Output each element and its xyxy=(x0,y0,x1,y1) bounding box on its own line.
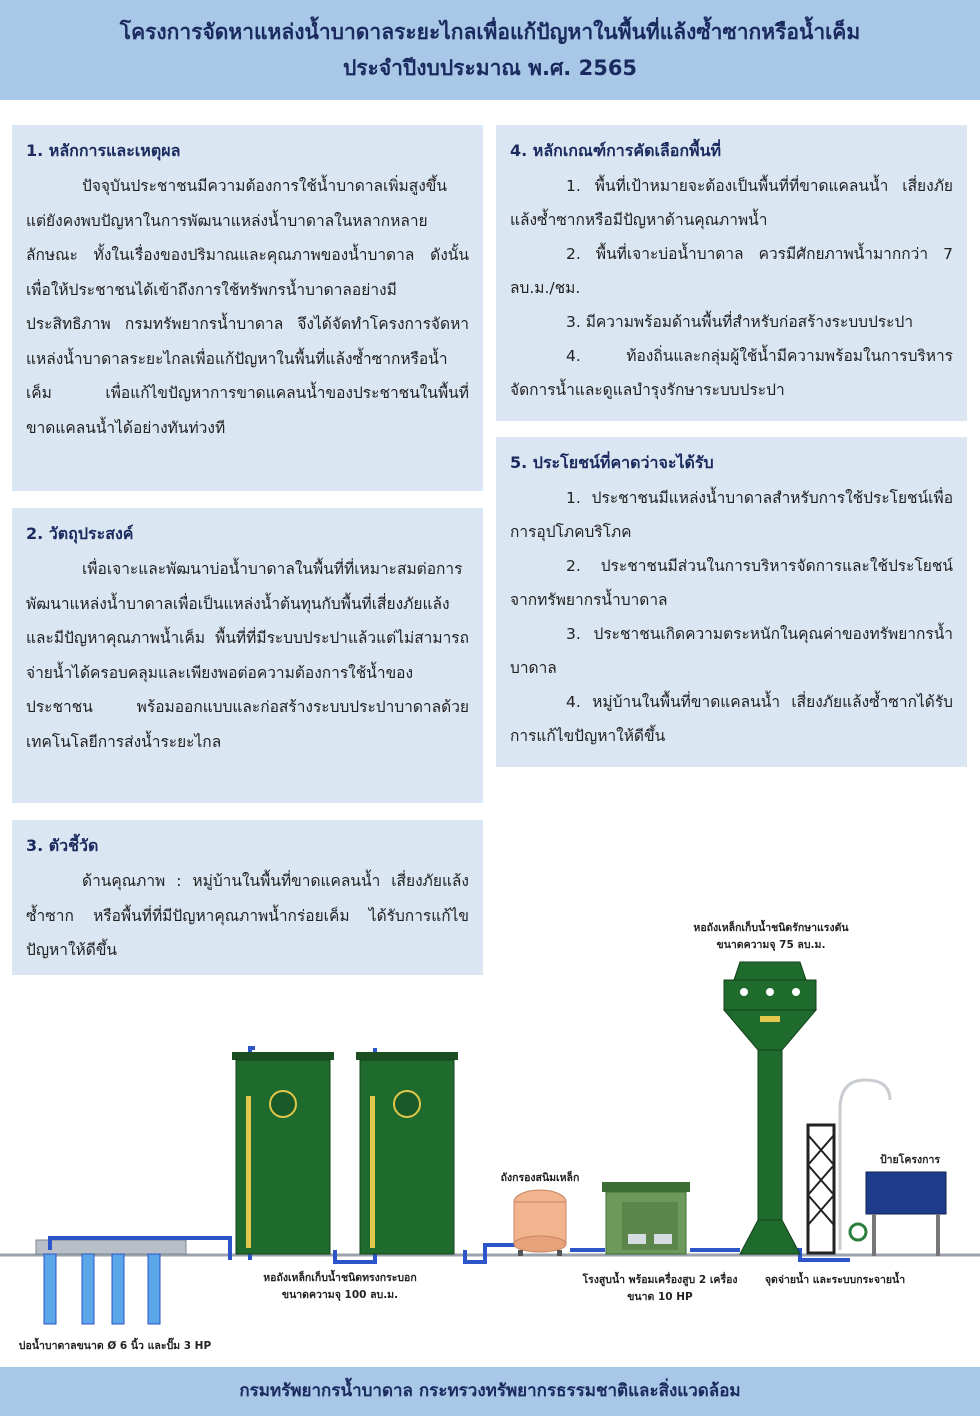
storage-label-line2: ขนาดความจุ 100 ลบ.ม. xyxy=(281,1289,399,1301)
page-title-line2: ประจำปีงบประมาณ พ.ศ. 2565 xyxy=(342,56,638,80)
benefit-item: 4. หมู่บ้านในพื้นที่ขาดแคลนน้ำ เสี่ยงภัยแล้งซ้ำซากได้รับการแก้ไขปัญหาให้ดีขึ้น xyxy=(510,693,953,745)
iron-filter-tank-icon xyxy=(514,1190,566,1256)
benefit-item: 3. ประชาชนเกิดความตระหนักในคุณค่าของทรัพยากรน้ำบาดาล xyxy=(510,625,953,677)
section-objective-heading: 2. วัตถุประสงค์ xyxy=(26,524,134,543)
section-indicator-heading: 3. ตัวชี้วัด xyxy=(26,836,99,855)
section-rationale-body: ปัจจุบันประชาชนมีความต้องการใช้น้ำบาดาลเพิ่มสูงขึ้น แต่ยังคงพบปัญหาในการพัฒนาแหล่งน้ำบาดาลในหลากหลายลักษณะ ทั้งในเรื่องของปริมาณและคุณภาพของน้ำบาดาล ดังนั้น เพื่อให้ประชาชนได้เข้าถึงการใช้ทรัพกรน้ำบาดาลอย่างมีประสิทธิภาพ กรมทรัพยากรน้ำบาดาล จึงได้จัดทำโครงการจัดหาแหล่งน้ำบาดาลระยะไกลเพื่อแก้ปัญหาในพื้นที่แล้งซ้ำซากหรือน้ำเค็ม เพื่อแก้ไขปัญหาการขาดแคลนน้ำของประชาชนในพื้นที่ขาดแคลนน้ำได้อย่างทันท่วงที xyxy=(26,177,469,437)
pump-house-icon xyxy=(602,1182,690,1254)
pump-label-line2: ขนาด 10 HP xyxy=(627,1291,693,1303)
filter-label: ถังกรองสนิมเหล็ก xyxy=(500,1172,580,1184)
storage-label-line1: หอถังเหล็กเก็บน้ำชนิดทรงกระบอก xyxy=(263,1272,417,1284)
tower-label-line2: ขนาดความจุ 75 ลบ.ม. xyxy=(716,939,826,951)
tower-label xyxy=(676,920,866,954)
distribution-label: จุดจ่ายน้ำ และระบบกระจายน้ำ xyxy=(764,1274,906,1286)
water-system-diagram xyxy=(0,920,980,1360)
pump-label xyxy=(570,1272,750,1306)
criteria-item: 3. มีความพร้อมด้านพื้นที่สำหรับก่อสร้างระบบประปา xyxy=(566,313,914,331)
section-benefits-heading: 5. ประโยชน์ที่คาดว่าจะได้รับ xyxy=(510,453,714,472)
section-criteria-heading: 4. หลักเกณฑ์การคัดเลือกพื้นที่ xyxy=(510,141,722,160)
page-footer: กรมทรัพยากรน้ำบาดาล กระทรวงทรัพยากรธรรมชาติและสิ่งแวดล้อม xyxy=(0,1367,980,1416)
section-rationale-heading: 1. หลักการและเหตุผล xyxy=(26,141,181,160)
benefit-item: 2. ประชาชนมีส่วนในการบริหารจัดการและใช้ประโยชน์จากทรัพยากรน้ำบาดาล xyxy=(510,557,953,609)
well-label: บ่อน้ำบาดาลขนาด Ø 6 นิ้ว และปั๊ม 3 HP xyxy=(18,1340,212,1352)
tower-label-line1: หอถังเหล็กเก็บน้ำชนิดรักษาแรงดัน xyxy=(693,922,849,934)
criteria-item: 4. ท้องถิ่นและกลุ่มผู้ใช้น้ำมีความพร้อมในการบริหารจัดการน้ำและดูแลบำรุงรักษาระบบประปา xyxy=(510,347,953,399)
pump-label-line1: โรงสูบน้ำ พร้อมเครื่องสูบ 2 เครื่อง xyxy=(582,1274,738,1286)
section-objective-body: เพื่อเจาะและพัฒนาบ่อน้ำบาดาลในพื้นที่ที่เหมาะสมต่อการพัฒนาแหล่งน้ำบาดาลเพื่อเป็นแหล่งน้ำต้นทุนกับพื้นที่เสี่ยงภัยแล้งและมีปัญหาคุณภาพน้ำเค็ม พื้นที่ที่มีระบบประปาแล้วแต่ไม่สามารถจ่ายน้ำได้ครอบคลุมและเพียงพอต่อความต้องการใช้น้ำของประชาชน พร้อมออกแบบและก่อสร้างระบบประปาบาดาลด้วยเทคโนโลยีการส่งน้ำระยะไกล xyxy=(26,560,469,751)
water-system-illustration xyxy=(0,920,980,1360)
storage-label xyxy=(240,1270,440,1304)
criteria-item: 2. พื้นที่เจาะบ่อน้ำบาดาล ควรมีศักยภาพน้ำมากกว่า 7 ลบ.ม./ชม. xyxy=(510,245,953,297)
section-objective xyxy=(12,508,483,803)
pressure-tower-icon xyxy=(724,962,816,1254)
criteria-item: 1. พื้นที่เป้าหมายจะต้องเป็นพื้นที่ที่ขาดแคลนน้ำ เสี่ยงภัยแล้งซ้ำซากหรือมีปัญหาด้านคุณภาพน้ำ xyxy=(510,177,953,229)
benefit-item: 1. ประชาชนมีแหล่งน้ำบาดาลสำหรับการใช้ประโยชน์เพื่อการอุปโภคบริโภค xyxy=(510,489,953,541)
page-header xyxy=(0,0,980,100)
page-title-line1: โครงการจัดหาแหล่งน้ำบาดาลระยะไกลเพื่อแก้ปัญหาในพื้นที่แล้งซ้ำซากหรือน้ำเค็ม xyxy=(119,20,861,44)
section-indicator-body: ด้านคุณภาพ : หมู่บ้านในพื้นที่ขาดแคลนน้ำ เสี่ยงภัยแล้งซ้ำซาก หรือพื้นที่ที่มีปัญหาคุณภาพน้ำกร่อยเค็ม ได้รับการแก้ไขปัญหาให้ดีขึ้น xyxy=(26,872,469,959)
project-sign-icon xyxy=(866,1172,946,1256)
sign-label: ป้ายโครงการ xyxy=(879,1154,941,1166)
well-pumps-icon xyxy=(36,1240,186,1324)
section-benefits xyxy=(496,437,967,767)
storage-tanks-icon xyxy=(232,1052,458,1254)
section-rationale xyxy=(12,125,483,491)
section-criteria xyxy=(496,125,967,421)
